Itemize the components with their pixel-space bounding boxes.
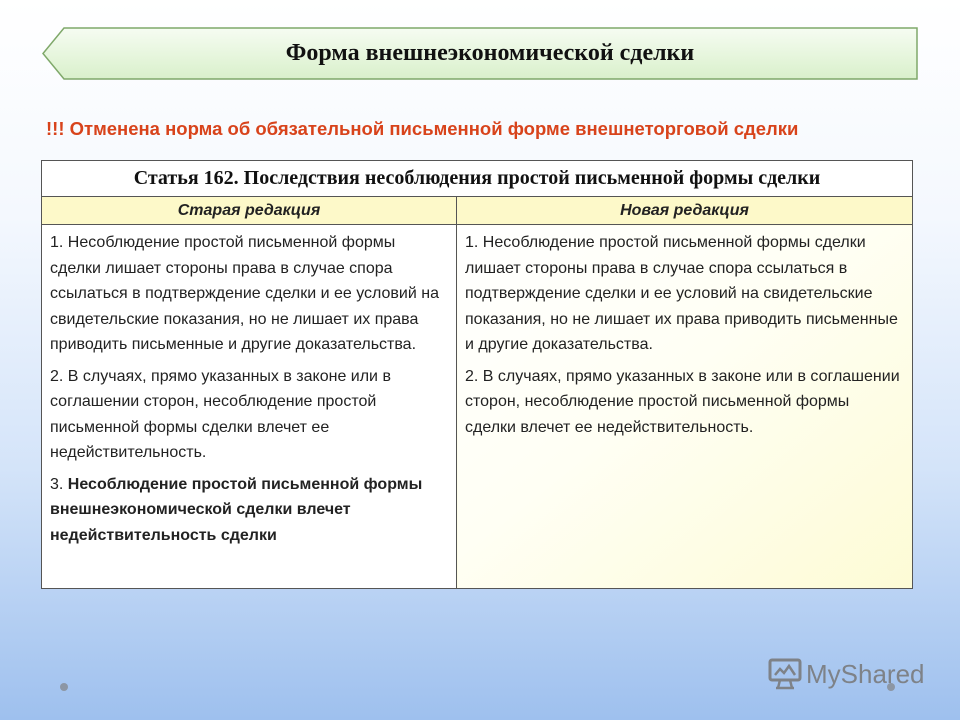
title-banner	[42, 27, 918, 80]
watermark-text: MyShared	[806, 658, 925, 689]
header-new-edition: Новая редакция	[457, 197, 913, 225]
myshared-logo-icon	[768, 658, 802, 690]
article-title: Статья 162. Последствия несоблюдения простой письменной формы сделки	[42, 161, 913, 197]
old-edition-cell	[42, 225, 457, 589]
alert-note: !!! Отменена норма об обязательной письменной форме внешнеторговой сделки	[46, 118, 799, 139]
old-clause-2: 2. В случаях, прямо указанных в законе или в соглашении сторон, несоблюдение простой письменной формы сделки влечет ее недействительность.	[50, 367, 391, 461]
new-clause-2: 2. В случаях, прямо указанных в законе или в соглашении сторон, несоблюдение простой письменной формы сделки влечет ее недействительность.	[465, 367, 900, 436]
old-clause-3-text: Несоблюдение простой письменной формы внешнеэкономической сделки влечет недействительность сделки	[50, 475, 423, 544]
header-old-edition: Старая редакция	[42, 197, 457, 225]
article-comparison-table	[41, 160, 913, 589]
page-title: Форма внешнеэкономической сделки	[285, 40, 695, 66]
new-edition-cell	[457, 225, 913, 589]
old-clause-3-number: 3.	[50, 475, 68, 493]
old-clause-1: 1. Несоблюдение простой письменной формы сделки лишает стороны права в случае спора ссылаться в подтверждение сделки и ее условий на свидетельские показания, но не лишает их права приводить письменные и другие доказательства.	[50, 234, 439, 353]
myshared-watermark	[768, 656, 925, 692]
old-clause-3	[50, 472, 448, 549]
decorative-dot-left	[60, 683, 68, 691]
new-clause-1: 1. Несоблюдение простой письменной формы сделки лишает стороны права в случае спора ссылаться в подтверждение сделки и ее условий на свидетельские показания, но не лишает их права приводить письменные и другие доказательства.	[465, 234, 898, 353]
